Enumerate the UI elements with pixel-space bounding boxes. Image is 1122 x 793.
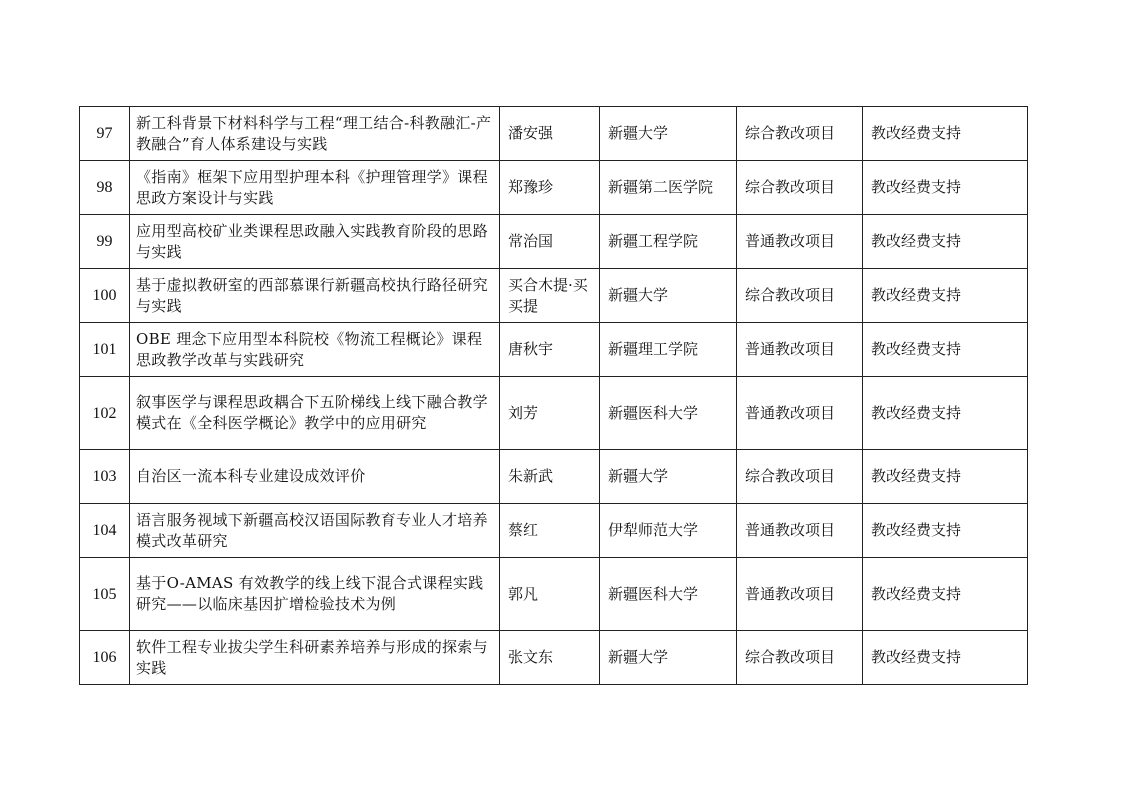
project-title: 基于O-AMAS 有效教学的线上线下混合式课程实践研究——以临床基因扩增检验技术为例 xyxy=(130,558,500,631)
institution: 新疆大学 xyxy=(600,269,737,323)
row-number: 101 xyxy=(80,323,130,377)
project-title: 应用型高校矿业类课程思政融入实践教育阶段的思路与实践 xyxy=(130,215,500,269)
project-title: 叙事医学与课程思政耦合下五阶梯线上线下融合教学模式在《全科医学概论》教学中的应用研究 xyxy=(130,377,500,450)
institution: 伊犁师范大学 xyxy=(600,504,737,558)
project-type: 综合教改项目 xyxy=(737,631,863,685)
table-row xyxy=(80,215,1028,269)
project-title: 语言服务视域下新疆高校汉语国际教育专业人才培养模式改革研究 xyxy=(130,504,500,558)
project-leader: 张文东 xyxy=(500,631,600,685)
project-type: 综合教改项目 xyxy=(737,107,863,161)
funding-support: 教改经费支持 xyxy=(863,269,1028,323)
project-type: 普通教改项目 xyxy=(737,377,863,450)
funding-support: 教改经费支持 xyxy=(863,323,1028,377)
institution: 新疆理工学院 xyxy=(600,323,737,377)
project-leader: 唐秋宇 xyxy=(500,323,600,377)
project-leader: 郑豫珍 xyxy=(500,161,600,215)
table-row xyxy=(80,504,1028,558)
project-leader: 买合木提·买买提 xyxy=(500,269,600,323)
project-leader: 刘芳 xyxy=(500,377,600,450)
row-number: 98 xyxy=(80,161,130,215)
project-title: 基于虚拟教研室的西部慕课行新疆高校执行路径研究与实践 xyxy=(130,269,500,323)
project-title: 新工科背景下材料科学与工程“理工结合-科教融汇-产教融合”育人体系建设与实践 xyxy=(130,107,500,161)
project-table xyxy=(79,106,1028,685)
row-number: 104 xyxy=(80,504,130,558)
project-title: 软件工程专业拔尖学生科研素养培养与形成的探索与实践 xyxy=(130,631,500,685)
project-leader: 常治国 xyxy=(500,215,600,269)
funding-support: 教改经费支持 xyxy=(863,631,1028,685)
table-row xyxy=(80,107,1028,161)
institution: 新疆第二医学院 xyxy=(600,161,737,215)
funding-support: 教改经费支持 xyxy=(863,161,1028,215)
table-row xyxy=(80,161,1028,215)
project-leader: 朱新武 xyxy=(500,450,600,504)
project-type: 普通教改项目 xyxy=(737,323,863,377)
project-type: 综合教改项目 xyxy=(737,161,863,215)
funding-support: 教改经费支持 xyxy=(863,558,1028,631)
funding-support: 教改经费支持 xyxy=(863,107,1028,161)
table-row xyxy=(80,450,1028,504)
funding-support: 教改经费支持 xyxy=(863,450,1028,504)
funding-support: 教改经费支持 xyxy=(863,377,1028,450)
table-row xyxy=(80,558,1028,631)
project-leader: 潘安强 xyxy=(500,107,600,161)
row-number: 97 xyxy=(80,107,130,161)
project-title: 自治区一流本科专业建设成效评价 xyxy=(130,450,500,504)
project-type: 综合教改项目 xyxy=(737,450,863,504)
table-row xyxy=(80,631,1028,685)
funding-support: 教改经费支持 xyxy=(863,215,1028,269)
institution: 新疆医科大学 xyxy=(600,558,737,631)
project-leader: 郭凡 xyxy=(500,558,600,631)
row-number: 106 xyxy=(80,631,130,685)
institution: 新疆医科大学 xyxy=(600,377,737,450)
project-title: OBE 理念下应用型本科院校《物流工程概论》课程思政教学改革与实践研究 xyxy=(130,323,500,377)
table-row xyxy=(80,269,1028,323)
institution: 新疆大学 xyxy=(600,631,737,685)
row-number: 102 xyxy=(80,377,130,450)
institution: 新疆工程学院 xyxy=(600,215,737,269)
project-type: 普通教改项目 xyxy=(737,504,863,558)
institution: 新疆大学 xyxy=(600,107,737,161)
project-type: 普通教改项目 xyxy=(737,558,863,631)
funding-support: 教改经费支持 xyxy=(863,504,1028,558)
row-number: 99 xyxy=(80,215,130,269)
row-number: 105 xyxy=(80,558,130,631)
project-title: 《指南》框架下应用型护理本科《护理管理学》课程思政方案设计与实践 xyxy=(130,161,500,215)
table-row xyxy=(80,323,1028,377)
row-number: 103 xyxy=(80,450,130,504)
table-row xyxy=(80,377,1028,450)
project-leader: 蔡红 xyxy=(500,504,600,558)
row-number: 100 xyxy=(80,269,130,323)
institution: 新疆大学 xyxy=(600,450,737,504)
project-type: 综合教改项目 xyxy=(737,269,863,323)
project-type: 普通教改项目 xyxy=(737,215,863,269)
